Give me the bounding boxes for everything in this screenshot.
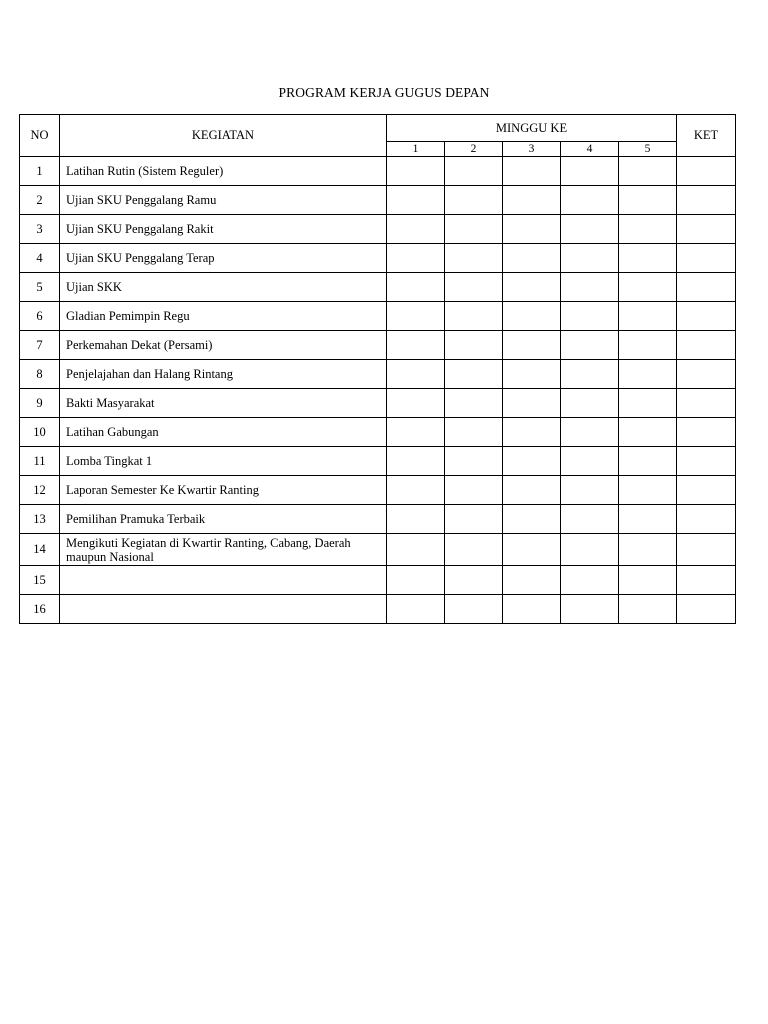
ket-cell <box>677 244 736 273</box>
row-number: 8 <box>20 360 60 389</box>
header-kegiatan: KEGIATAN <box>60 115 387 157</box>
week-1-cell <box>387 360 445 389</box>
week-2-cell <box>445 360 503 389</box>
activity-name: Penjelajahan dan Halang Rintang <box>60 360 387 389</box>
table-row <box>20 331 736 360</box>
week-4-cell <box>561 302 619 331</box>
week-3-cell <box>503 157 561 186</box>
week-3-cell <box>503 476 561 505</box>
week-3-cell <box>503 505 561 534</box>
header-week-1: 1 <box>387 142 445 157</box>
activity-name: Ujian SKK <box>60 273 387 302</box>
week-4-cell <box>561 447 619 476</box>
activity-name: Ujian SKU Penggalang Ramu <box>60 186 387 215</box>
week-3-cell <box>503 534 561 566</box>
week-2-cell <box>445 302 503 331</box>
week-4-cell <box>561 331 619 360</box>
activity-name <box>60 566 387 595</box>
week-1-cell <box>387 157 445 186</box>
activity-name: Lomba Tingkat 1 <box>60 447 387 476</box>
week-2-cell <box>445 244 503 273</box>
week-3-cell <box>503 595 561 624</box>
week-5-cell <box>619 447 677 476</box>
week-5-cell <box>619 476 677 505</box>
week-2-cell <box>445 534 503 566</box>
week-3-cell <box>503 418 561 447</box>
row-number: 16 <box>20 595 60 624</box>
document-title: PROGRAM KERJA GUGUS DEPAN <box>278 85 490 100</box>
ket-cell <box>677 389 736 418</box>
row-number: 9 <box>20 389 60 418</box>
week-4-cell <box>561 186 619 215</box>
table-row <box>20 157 736 186</box>
header-week-4: 4 <box>561 142 619 157</box>
week-1-cell <box>387 476 445 505</box>
header-minggu-ke: MINGGU KE <box>387 115 677 142</box>
week-5-cell <box>619 360 677 389</box>
week-2-cell <box>445 157 503 186</box>
week-5-cell <box>619 215 677 244</box>
week-4-cell <box>561 534 619 566</box>
table-row <box>20 302 736 331</box>
week-4-cell <box>561 566 619 595</box>
week-5-cell <box>619 273 677 302</box>
activity-name: Bakti Masyarakat <box>60 389 387 418</box>
header-ket: KET <box>677 115 736 157</box>
week-1-cell <box>387 186 445 215</box>
header-week-3: 3 <box>503 142 561 157</box>
week-5-cell <box>619 418 677 447</box>
week-2-cell <box>445 418 503 447</box>
table-row <box>20 505 736 534</box>
week-1-cell <box>387 418 445 447</box>
row-number: 6 <box>20 302 60 331</box>
table-row <box>20 476 736 505</box>
week-5-cell <box>619 566 677 595</box>
ket-cell <box>677 273 736 302</box>
table-row <box>20 360 736 389</box>
activity-name: Latihan Rutin (Sistem Reguler) <box>60 157 387 186</box>
week-3-cell <box>503 244 561 273</box>
activity-name: Gladian Pemimpin Regu <box>60 302 387 331</box>
week-5-cell <box>619 244 677 273</box>
table-row <box>20 566 736 595</box>
week-4-cell <box>561 595 619 624</box>
week-4-cell <box>561 505 619 534</box>
week-2-cell <box>445 273 503 302</box>
week-2-cell <box>445 447 503 476</box>
week-4-cell <box>561 244 619 273</box>
table-row <box>20 418 736 447</box>
table-row <box>20 534 736 566</box>
week-2-cell <box>445 215 503 244</box>
week-2-cell <box>445 505 503 534</box>
activity-name: Ujian SKU Penggalang Rakit <box>60 215 387 244</box>
row-number: 12 <box>20 476 60 505</box>
week-3-cell <box>503 186 561 215</box>
table-body <box>20 157 736 624</box>
week-2-cell <box>445 595 503 624</box>
week-4-cell <box>561 157 619 186</box>
week-5-cell <box>619 534 677 566</box>
activity-name: Laporan Semester Ke Kwartir Ranting <box>60 476 387 505</box>
ket-cell <box>677 566 736 595</box>
row-number: 10 <box>20 418 60 447</box>
header-week-2: 2 <box>445 142 503 157</box>
table-row <box>20 447 736 476</box>
header-no: NO <box>20 115 60 157</box>
week-3-cell <box>503 273 561 302</box>
table-row <box>20 186 736 215</box>
row-number: 13 <box>20 505 60 534</box>
ket-cell <box>677 186 736 215</box>
week-5-cell <box>619 302 677 331</box>
week-1-cell <box>387 215 445 244</box>
week-2-cell <box>445 331 503 360</box>
week-2-cell <box>445 389 503 418</box>
week-3-cell <box>503 389 561 418</box>
week-3-cell <box>503 447 561 476</box>
table-row <box>20 215 736 244</box>
ket-cell <box>677 447 736 476</box>
table-row <box>20 244 736 273</box>
ket-cell <box>677 215 736 244</box>
program-table <box>19 114 736 624</box>
week-5-cell <box>619 389 677 418</box>
week-4-cell <box>561 476 619 505</box>
week-1-cell <box>387 302 445 331</box>
week-3-cell <box>503 360 561 389</box>
week-2-cell <box>445 566 503 595</box>
row-number: 5 <box>20 273 60 302</box>
week-5-cell <box>619 331 677 360</box>
row-number: 14 <box>20 534 60 566</box>
week-3-cell <box>503 566 561 595</box>
week-5-cell <box>619 595 677 624</box>
ket-cell <box>677 476 736 505</box>
week-3-cell <box>503 331 561 360</box>
ket-cell <box>677 360 736 389</box>
week-4-cell <box>561 389 619 418</box>
activity-name: Pemilihan Pramuka Terbaik <box>60 505 387 534</box>
row-number: 11 <box>20 447 60 476</box>
week-2-cell <box>445 186 503 215</box>
week-1-cell <box>387 447 445 476</box>
week-1-cell <box>387 389 445 418</box>
activity-name: Perkemahan Dekat (Persami) <box>60 331 387 360</box>
row-number: 1 <box>20 157 60 186</box>
table-row <box>20 273 736 302</box>
week-3-cell <box>503 215 561 244</box>
table-row <box>20 595 736 624</box>
activity-name: Latihan Gabungan <box>60 418 387 447</box>
week-1-cell <box>387 566 445 595</box>
ket-cell <box>677 595 736 624</box>
row-number: 7 <box>20 331 60 360</box>
row-number: 15 <box>20 566 60 595</box>
ket-cell <box>677 331 736 360</box>
week-1-cell <box>387 273 445 302</box>
activity-name: Ujian SKU Penggalang Terap <box>60 244 387 273</box>
week-4-cell <box>561 360 619 389</box>
row-number: 2 <box>20 186 60 215</box>
week-4-cell <box>561 418 619 447</box>
ket-cell <box>677 418 736 447</box>
activity-name: Mengikuti Kegiatan di Kwartir Ranting, Cabang, Daerah maupun Nasional <box>60 534 387 566</box>
week-5-cell <box>619 186 677 215</box>
ket-cell <box>677 302 736 331</box>
row-number: 4 <box>20 244 60 273</box>
week-4-cell <box>561 273 619 302</box>
week-2-cell <box>445 476 503 505</box>
week-1-cell <box>387 505 445 534</box>
week-4-cell <box>561 215 619 244</box>
week-1-cell <box>387 331 445 360</box>
week-1-cell <box>387 595 445 624</box>
ket-cell <box>677 534 736 566</box>
ket-cell <box>677 505 736 534</box>
week-5-cell <box>619 157 677 186</box>
row-number: 3 <box>20 215 60 244</box>
week-1-cell <box>387 534 445 566</box>
table-header <box>20 115 736 157</box>
ket-cell <box>677 157 736 186</box>
week-3-cell <box>503 302 561 331</box>
activity-name <box>60 595 387 624</box>
week-1-cell <box>387 244 445 273</box>
week-5-cell <box>619 505 677 534</box>
header-week-5: 5 <box>619 142 677 157</box>
table-row <box>20 389 736 418</box>
